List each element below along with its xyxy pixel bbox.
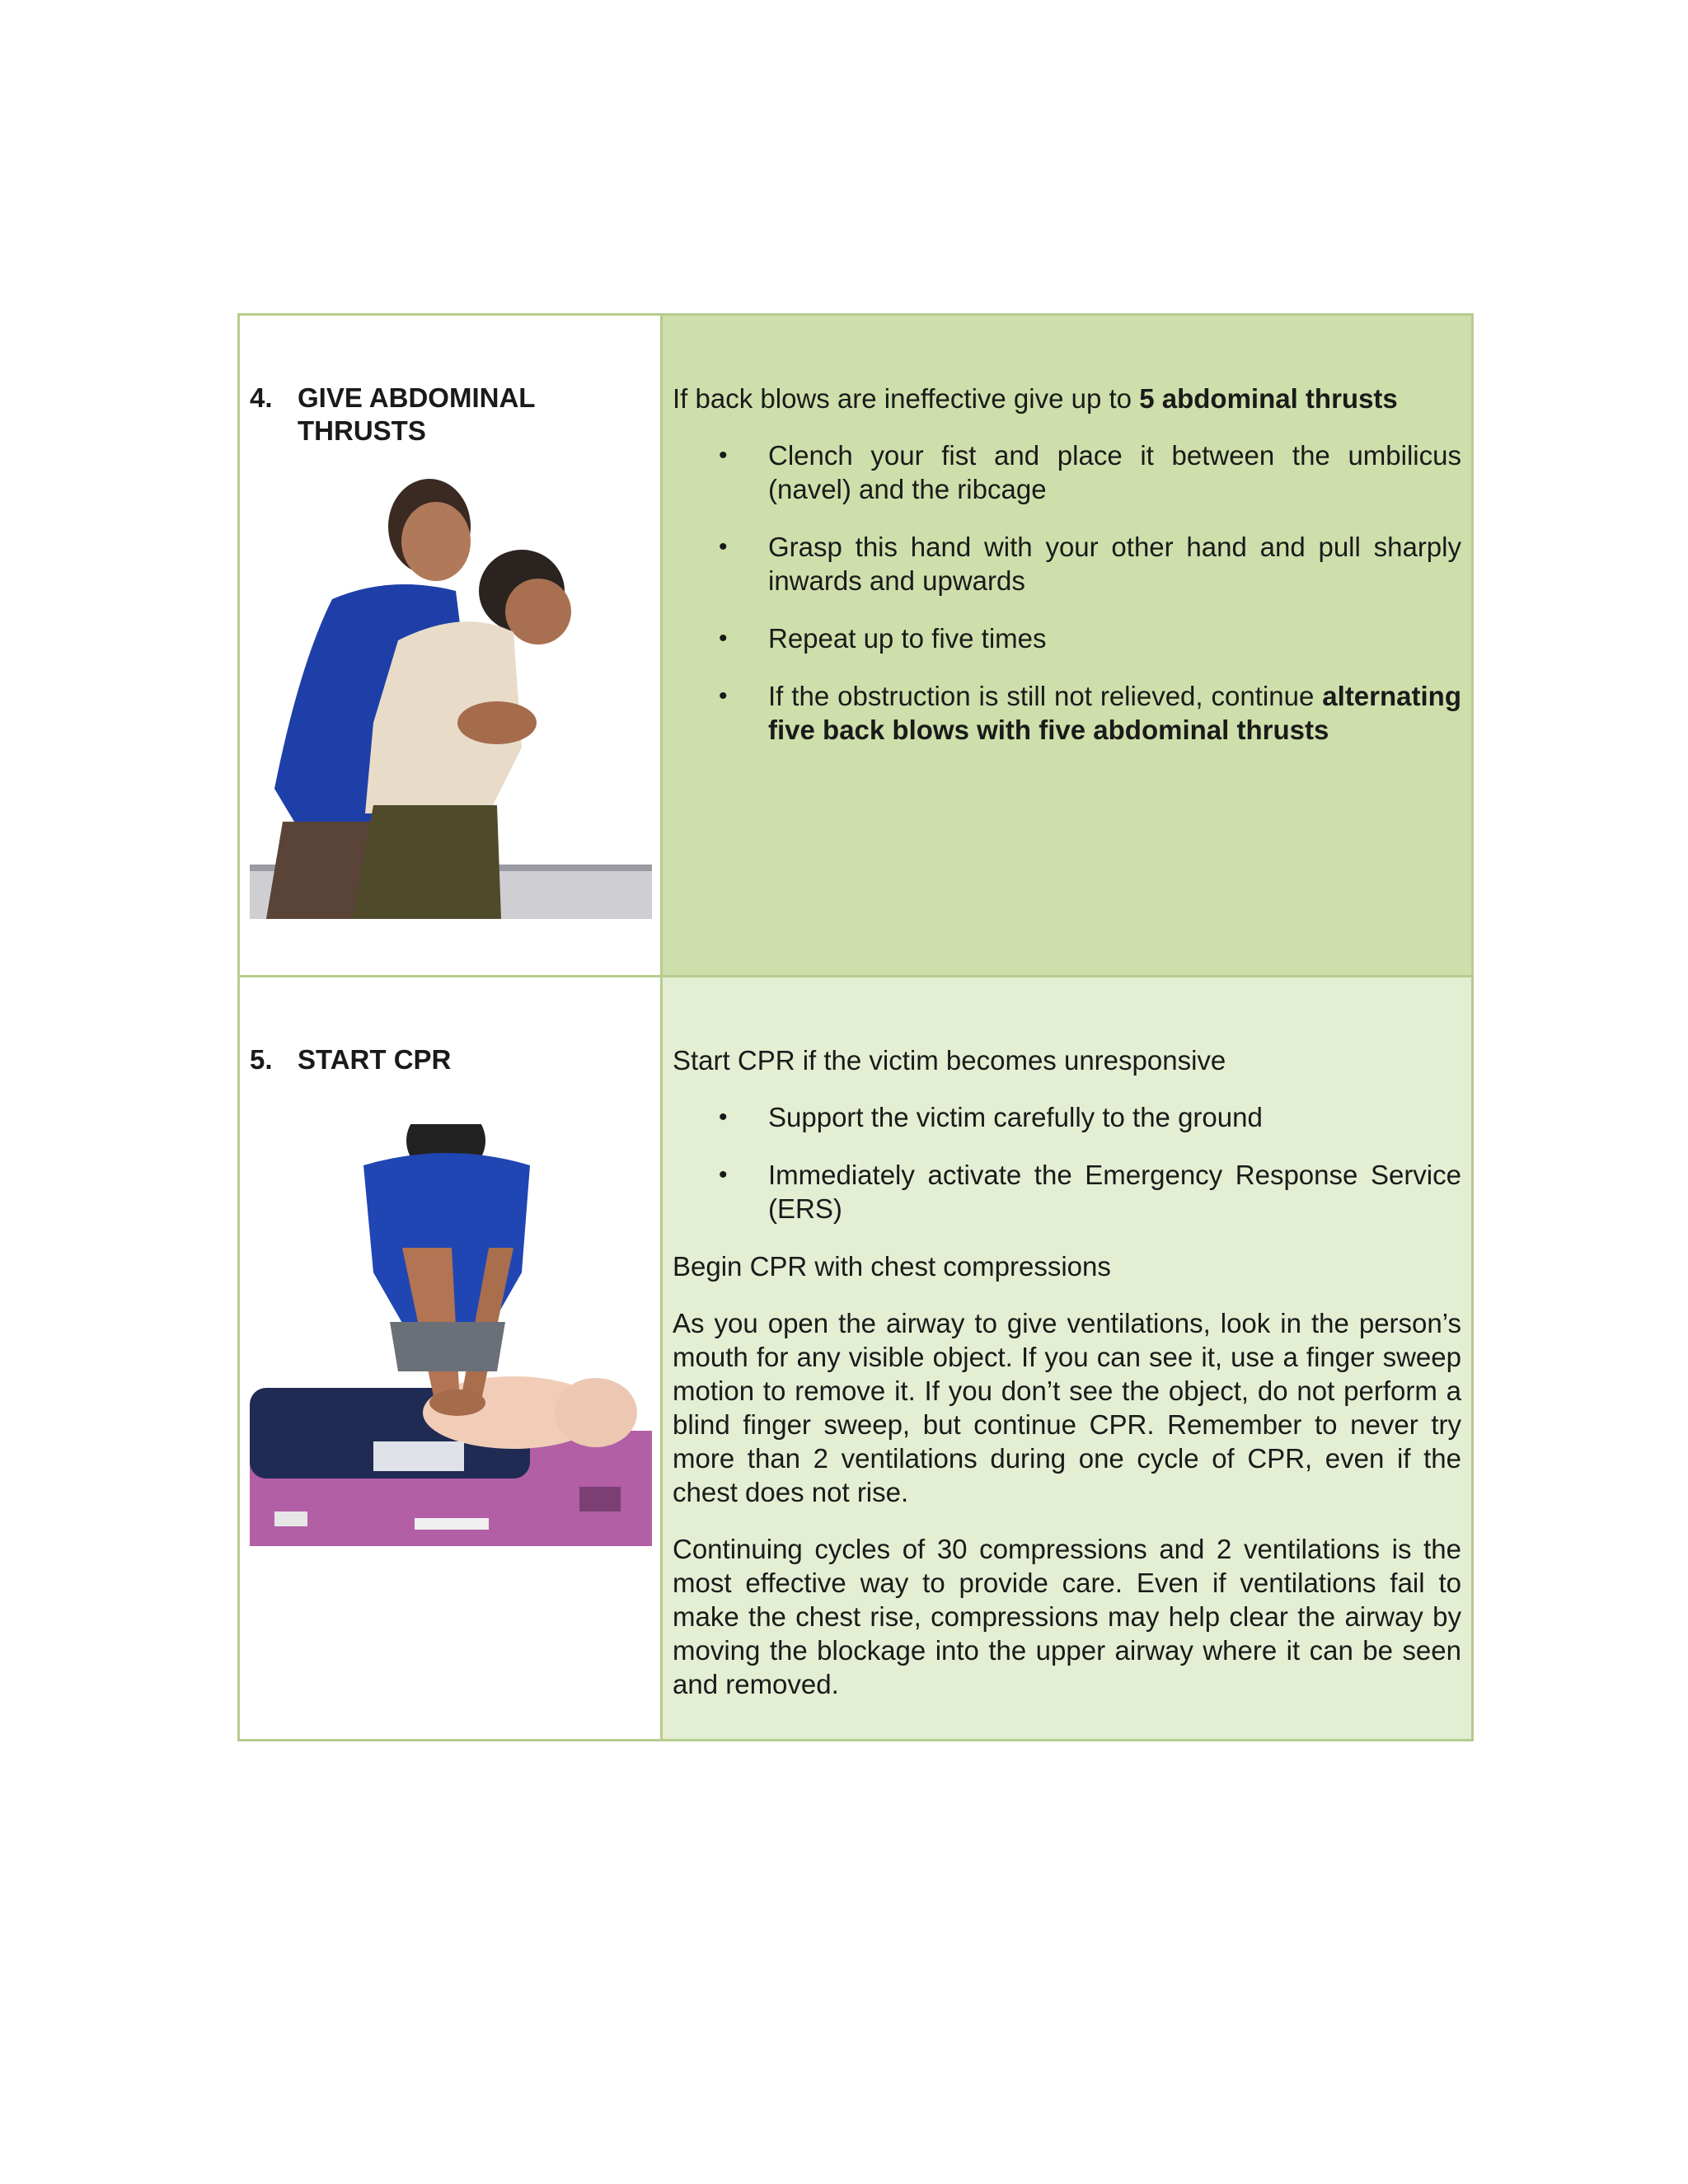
step-5-paragraph-1: Begin CPR with chest compressions (673, 1251, 1111, 1282)
bullet-text: Repeat up to five times (768, 623, 1047, 654)
step-4-intro (673, 382, 1461, 415)
step-4-left-cell (239, 315, 662, 977)
step-5-row (239, 977, 1473, 1741)
step-5-content (663, 977, 1471, 1701)
step-5-paragraph-2: As you open the airway to give ventilations, look in the person’s mouth for any visible object. If you can see it, use a finger sweep motion to remove it. If you don’t see the object, do not perform a blind finger sweep, but continue CPR. Remember to never try more than 2 ventilations during one cycle of CPR, even if the chest does not rise. (673, 1308, 1461, 1507)
bullet-icon: • (719, 1104, 728, 1131)
list-item (673, 530, 1461, 598)
step-5-title: START CPR (298, 1044, 452, 1075)
step-4-intro-text: If back blows are ineffective give up to (673, 383, 1140, 414)
bullet-bold-text: alternating five back blows with five abdominal thrusts (768, 681, 1461, 745)
bullet-icon: • (719, 533, 728, 560)
bullet-text: Grasp this hand with your other hand and pull sharply inwards and upwards (768, 532, 1461, 596)
step-4-number: 4. (250, 382, 273, 413)
step-5-paragraph-3: Continuing cycles of 30 compressions and 2 ventilations is the most effective way to provide care. Even if ventilations fail to make the chest rise, compressions may help clear the airway by moving the blockage into the upper airway where it can be seen and removed. (673, 1534, 1461, 1699)
step-4-row (239, 315, 1473, 977)
abdominal-thrusts-illustration (250, 476, 652, 919)
step-4-content-cell (662, 315, 1473, 977)
bullet-text: Immediately activate the Emergency Response Service (ERS) (768, 1160, 1461, 1224)
bullet-text: If the obstruction is still not relieved, continue (768, 681, 1323, 711)
step-4-title: GIVE ABDOMINAL THRUSTS (298, 382, 535, 446)
step-4-heading (250, 382, 660, 448)
first-aid-steps-table (237, 313, 1474, 1741)
step-5-number: 5. (250, 1044, 273, 1075)
step-5-bullet-list (673, 1100, 1461, 1226)
abdominal-thrusts-photo (250, 476, 652, 919)
bullet-icon: • (719, 1161, 728, 1188)
step-4-bullet-list (673, 438, 1461, 747)
bullet-icon: • (719, 442, 728, 469)
list-item (673, 621, 1461, 655)
step-5-heading (250, 1043, 660, 1076)
step-5-intro: Start CPR if the victim becomes unresponsive (673, 1045, 1226, 1076)
list-item (673, 679, 1461, 747)
list-item (673, 1100, 1461, 1134)
bullet-text: Clench your fist and place it between the umbilicus (navel) and the ribcage (768, 440, 1461, 504)
step-5-left-cell (239, 977, 662, 1741)
list-item (673, 438, 1461, 506)
bullet-text: Support the victim carefully to the ground (768, 1102, 1263, 1132)
step-5-content-cell (662, 977, 1473, 1741)
cpr-photo (250, 1124, 652, 1546)
bullet-icon: • (719, 682, 728, 710)
step-4-intro-bold: 5 abdominal thrusts (1139, 383, 1398, 414)
bullet-icon: • (719, 625, 728, 652)
step-4-content (663, 316, 1471, 747)
cpr-illustration (250, 1124, 652, 1546)
list-item (673, 1158, 1461, 1226)
